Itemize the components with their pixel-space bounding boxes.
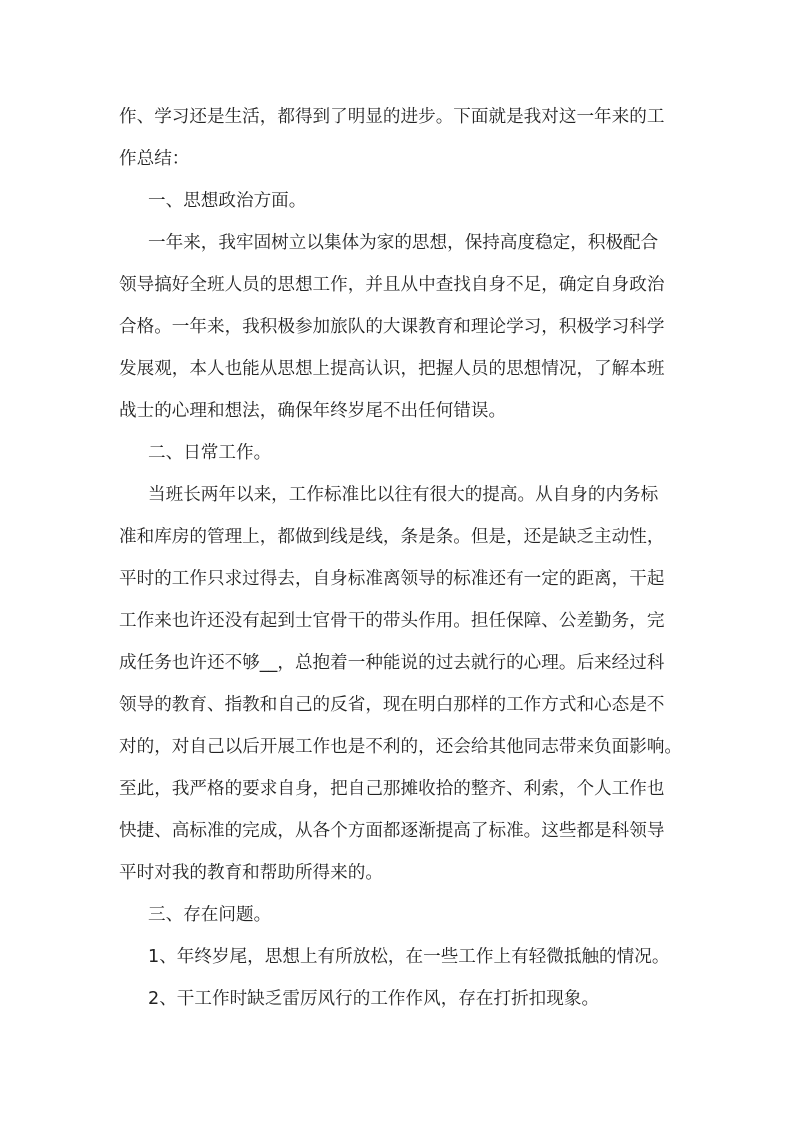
text-line-17: 至此，我严格的要求自身，把自己那摊收拾的整齐、利索，个人工作也 (119, 779, 665, 799)
text-line-5: 领导搞好全班人员的思想工作，并且从中查找自身不足，确定自身政治 (119, 275, 665, 295)
text-line-10: 当班长两年以来，工作标准比以往有很大的提高。从自身的内务标 (148, 485, 659, 505)
text-line-19: 平时对我的教育和帮助所得来的。 (119, 863, 383, 883)
text-line-13: 工作来也许还没有起到士官骨干的带头作用。担任保障、公差勤务，完 (119, 611, 665, 631)
problem-item-2: 2、干工作时缺乏雷厉风行的工作作风，存在打折扣现象。 (148, 989, 600, 1009)
problem-item-1: 1、年终岁尾，思想上有所放松，在一些工作上有轻微抵触的情况。 (148, 947, 670, 967)
section-heading-ideology: 一、思想政治方面。 (148, 191, 307, 211)
text-line-12: 平时的工作只求过得去，自身标准离领导的标准还有一定的距离，干起 (119, 569, 665, 589)
text-line-16: 对的，对自己以后开展工作也是不利的，还会给其他同志带来负面影响。 (119, 737, 683, 757)
text-line-14: 成任务也许还不够__，总抱着一种能说的过去就行的心理。后来经过科 (119, 653, 665, 673)
text-line-1: 作、学习还是生活，都得到了明显的进步。下面就是我对这一年来的工 (119, 107, 665, 127)
section-heading-daily-work: 二、日常工作。 (148, 443, 272, 463)
text-line-4: 一年来，我牢固树立以集体为家的思想，保持高度稳定，积极配合 (148, 233, 659, 253)
text-line-7: 发展观，本人也能从思想上提高认识，把握人员的思想情况，了解本班 (119, 359, 665, 379)
text-line-18: 快捷、高标准的完成，从各个方面都逐渐提高了标准。这些都是科领导 (119, 821, 665, 841)
text-line-11: 准和库房的管理上，都做到线是线，条是条。但是，还是缺乏主动性， (119, 527, 665, 547)
text-line-2: 作总结： (119, 149, 190, 169)
text-line-15: 领导的教育、指教和自己的反省，现在明白那样的工作方式和心态是不 (119, 695, 665, 715)
section-heading-problems: 三、存在问题。 (148, 905, 272, 925)
text-line-6: 合格。一年来，我积极参加旅队的大课教育和理论学习，积极学习科学 (119, 317, 665, 337)
text-line-8: 战士的心理和想法，确保年终岁尾不出任何错误。 (119, 401, 507, 421)
